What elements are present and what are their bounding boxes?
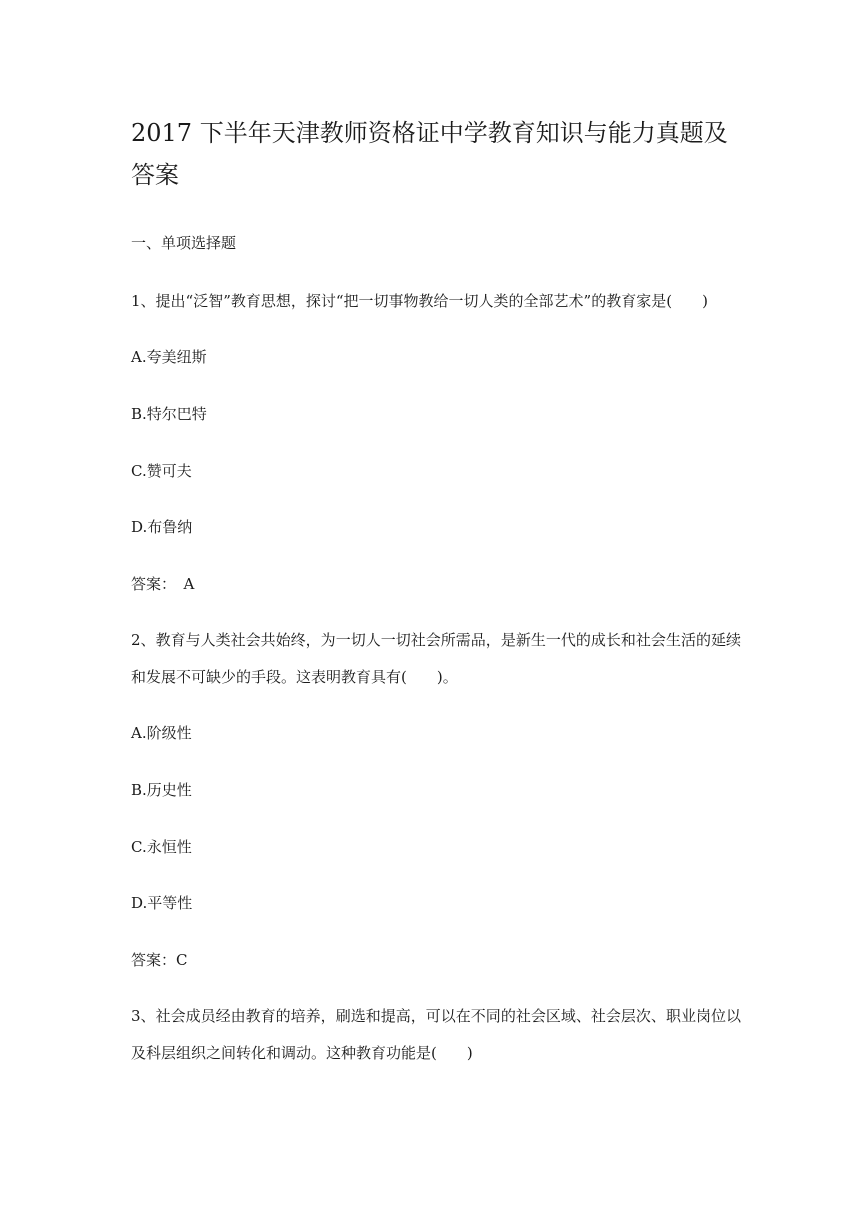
question-2-option-a: A.阶级性 — [131, 724, 192, 742]
question-2-answer: 答案：C — [131, 951, 188, 969]
question-1-option-a: A.夸美纽斯 — [131, 348, 207, 366]
question-2-option-c: C.永恒性 — [131, 838, 192, 856]
question-3-stem: 3、社会成员经由教育的培养，刷选和提高，可以在不同的社会区域、社会层次、职业岗位以及科层组织之间转化和调动。这种教育功能是( ) — [131, 1007, 741, 1062]
question-1-option-d: D.布鲁纳 — [131, 518, 193, 536]
question-2-stem: 2、教育与人类社会共始终，为一切人一切社会所需品，是新生一代的成长和社会生活的延续和发展不可缺少的手段。这表明教育具有( )。 — [131, 631, 741, 686]
question-2-option-d: D.平等性 — [131, 894, 193, 912]
question-1-option-b: B.特尔巴特 — [131, 405, 207, 423]
document-title: 2017 下半年天津教师资格证中学教育知识与能力真题及答案 — [131, 119, 728, 189]
section-heading: 一、单项选择题 — [131, 234, 237, 252]
question-1-stem: 1、提出“泛智”教育思想，探讨“把一切事物教给一切人类的全部艺术”的教育家是( ) — [131, 292, 708, 310]
question-2-option-b: B.历史性 — [131, 781, 192, 799]
question-1-answer: 答案： A — [131, 575, 195, 593]
question-1-option-c: C.赞可夫 — [131, 462, 192, 480]
